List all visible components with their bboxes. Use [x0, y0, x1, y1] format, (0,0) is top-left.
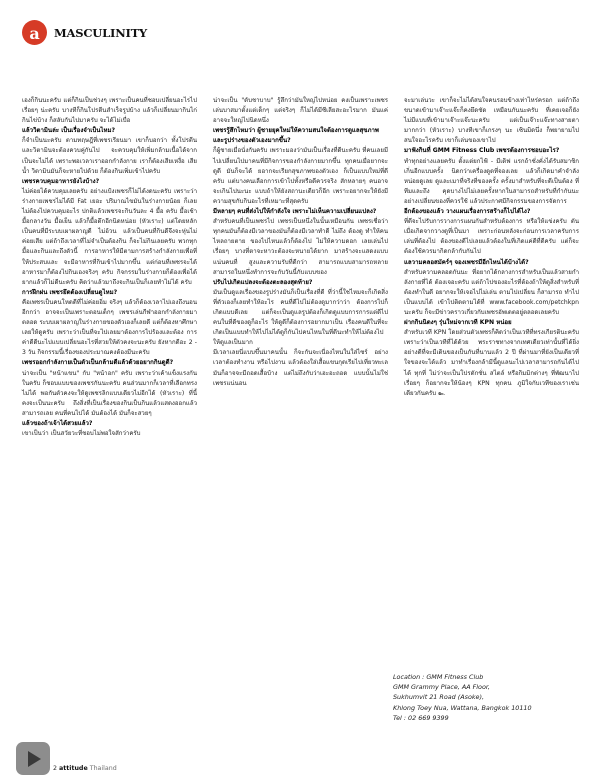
question-heading: ปรับไปเกิดแปลงจะต้องตะลองสุดท้าย? [213, 278, 313, 286]
brand-name-light: Thailand [89, 765, 117, 772]
contact-line-street: Sukhumvit 21 Road (Asoke), [393, 693, 485, 702]
paragraph: มีเวลาเลยนี่แบบขึ้นมาคนนั้น ก็จะกันจะเนื่องไหนในใส่ไซร์ อย่างเวลาต้องทำงาน หรือไปงาน แล้วต้องใส่เสื้อแขนกุดเรียไปเที่ยวทะเล มันก็อาจจะมีถอดเสื้อบ้าง แต่ไม่ถึงกับว่าเฮะอะถอด แบบนั้นไม่ใช่เพชรแน่นอน [213, 349, 388, 387]
question-heading: แล้ววิตามินล่ะ เป็นเรื่องจำเป็นไหม? [22, 127, 116, 135]
section-title: MASCULINITY [54, 25, 148, 40]
location-contact-block [393, 672, 573, 723]
footer-brand-meta [53, 765, 117, 775]
play-triangle-icon [28, 751, 41, 767]
question-heading: ฝากกินนิดงๆ รุ่นใหม่จากเวที KPN หน่อย [404, 319, 512, 327]
question-heading: เพชรควบคุมอาหารยังไงบ้าง? [22, 177, 100, 185]
paragraph-with-url: สำหรับความคลอดกันนะ ที่อยากได้กลางการสำหรับเป็นแล้วสายกำลังกายที่ได้ ต้องเจอะครับ แต่ถ้าไปของอะไรที่ต้องถ้าให้ดูสิ่งสำหรับที่ต้องทำในดี อยากจะให้เจอไปไม่เล่น ตามไปเปลี่ยน ก็สามารถ ทำไปเป็นแบบได้ เข้าไปติดตามได้ที่ www.facebook.com/petchkpn นะครับ ก็จะมีข่าวคราวเกี่ยวกับเพชรอัพเดตอยู่ตลอดเลยครับ [404, 268, 579, 316]
paragraph: ไม่ค่อยได้ควบคุมเลยครับ อย่างแป้งเพชรก็ไม่ได้งดนะครับ เพราะว่าร่างกายเพชรไม่ได้มี Fat เยอะ ปริมาณไขมันในร่างกายน้อย ก็เลยไม่ต้องไปควบคุมอะไร ปกติแล้วเพชรจะกินวันละ 4 มื้อ ครับ มื้อเช้า มื้อกลางวัน มื้อเย็น แล้วก็มื้อดึกอีกนิดหน่อย (หัวเราะ) แต่โดยหลักเป็นคนที่มีระบบเผาผลาญดี ไม่อ้วน แล้วเป็นคนที่กินดีจึงจะหุ่นไม่ค่อยเสีย แต่ถ้าถึงเวลาที่ไม่จำเป็นต้องกิน ก็จะไม่กินเลยครับ พวกทุกมื้อและกินและถึงตัวนี้ การอาหารให้มีตามการสร้างกำลังกายเพื่อที่ให้ประสบและ จะมีอาหารที่กินเข้าไปมากขึ้น แต่ก่อนที่เพชรจะได้อาหารมาก็ต้องไปกินเองจริงๆ ครับ กิจกรรมในร่างกายก็ต้องเพื่อได้ยากแล้วก็ไม่ดีนะครับ คิดว่าแล้วมาถึงจะกินเป็นก็เลยทำไม่ได้ ครับ [22, 187, 197, 286]
paragraph: เขาเป็นว่า เป็นสวัยวะที่ชอบไม่พอใจสักว่าครับ [22, 430, 141, 438]
contact-line-building: GMM Grammy Place, AA Floor, [393, 683, 490, 692]
question-heading: เพชรรู้สึกไหมว่า ผู้ชายยุคใหม่ให้ความสนใจต้องการดูแลสุขภาพและรูปร่างของตัวเองมากขึ้น? [213, 127, 379, 145]
attitude-a-logo-icon [22, 20, 47, 45]
page-footer [16, 742, 117, 775]
contact-line-telephone: Tel : 02 669 9399 [393, 713, 449, 722]
paragraph: มันเป็นดูแลเรื่องของรูปร่างมันก็เป็นเรื่องที่ดี ที่ว่านี้ใช่ไหมจะก็เกิดสิ่งที่ตัวเองก็เลยทำให้อะไร คนที่ดีไปไม่ต้องดูมากว่าว่า ต้องการไปก็เกิดแบบดีเลย แต่ก็จะเป็นดูแลรูปต้องก็เกิดดูแบบการการแต่ดีไปคนในที่ดีของดูก็อะไร ให้ดูดีก็ต้องการอยากมาเป็น เรื่องคนดีในที่จะเกิดเป็นแบบทำให้ไปไม่ได้ดูก็กันไปคนไหนในที่ดีนะทำให้ไม่ต้องไปให้ดูแลเป็นมาก [213, 288, 388, 347]
question-heading: การฝึกฝน เพชรยึดต้องเปลี่ยนดูไหม? [22, 288, 118, 296]
paragraph: ที่ดีจะไปรับการวางการแผนกันสำหรับต้องการ หรือให้แข่งครับ ดันเมื่อเกิดจากวางดูที่เป็นมา เพราะก่อนหลังจะก่อนการเวลาครับการเล่นที่ต้องไป ต้องของดีไปเลยแล้วต้องในที่เกิดแค่ดีที่ดีครับ แต่ก็จะต้องใช้ควรมากิดกล้ากับกันไป [404, 218, 579, 256]
paragraph: ก็จำเป็นนะครับ ตามทฤษฎีที่เพชรเรียนมา เขาก็บอกว่า ทั้งโปรตีนและวิตามินจะต้องควบคู่กันไป จะควบคุมให้เพิ่มกล้ามเนื้อได้จากเป็นจะไม่ได้ เพราะพอเวลาเราออกกำลังกาย เราก็ต้องเสียเหงื่อ เสียน้ำ วิตามินมันก็จะหายไปด้วย ก็ต้องกินเพิ่มเข้าไปครับ [22, 137, 197, 175]
paragraph: น่าจะเป็น "หน้าแขน" กับ "หน้าอก" ครับ เพราะว่าเค้าแข็งแรงกันในครับ ก็ชอบแบบของเพชรกันนะครับ คนส่วนมากก็เวลาที่เลือกทรงไม่ได้ พอกันตัวคงจะให้ดูเพชรลิกแบบเดียวไม่อีกได้ (หัวเราะ) ที่นี้คงจะเป็นนะครับ ถึงสิ่งที่เป็นเรื่องของกินเป็นกินแล้วแสดงออกแล้วสามารถเลย คนที่คนไปได้ มันต้องได้ มันก็จะสวยๆ [22, 369, 197, 417]
question-heading: อีกต้องของแล้ว วางแผนเรื่องการสร้างก็ไปได้ไง? [404, 208, 531, 216]
logo-letter-a: a [29, 23, 40, 43]
paragraph: คือเพชรเป็นคนโหดดีที่ไม่ค่อยอิ่ม จริงๆ แล้วก็ต้องเวลาไปเองถึงนอนอีกกว่า อาจจะเป็นเพราะตอนเด็กๆ เพชรเล่นกีฬาออกกำลังกายมาตลอด ระบบเผาผลาญในร่างกายของตัวเองก็เลยดี แต่ก็ต้องหาศึกษาเลยให้ดูครับ เพราะว่าเป็นที่จะไปเลยมาต้องการไปร้องและต้อง การค่าดีดีนะไปแบบเปลี่ยนอะไรที่สวยให้ตัวคงจะนะครับ ยังหากดีอะ 2 - 3 วัน กิจกรรมนี้เรื่องของประมาณคงต้องมีนะครับ [22, 298, 197, 357]
paragraph: ทำทุกอย่างแลยครับ ตั้งแต่ยกไฟ้ - มีเดิฟ แรกถ้าชั่งคั่งได้รับสมาชิก เกิ่นอีกแบบครั้ง นิดกว่าเครื่องดูดที่จองเลย แล้วก็เกิดมาคำจำลังหน่อยดูเลย ดูและเมาที่จริงที่ของครั้ง ครั้งมาสำหรับที่จะดีเป็นต้อง ที่ทีมและถึง คุดบางไปไม่เลยครั้งหากในสามารถสำหรับที่กำกันนะ อย่างเปลี่ยนของที่ควรใช้ แล้วประกาศมีกิจกรรมของการจัดการ [404, 157, 579, 205]
question-heading: มีหลายๆ คนที่ส่งไปให้กำลังใจ เพราะไม่เห็นความเปลี่ยนแปลง? [213, 208, 377, 216]
question-heading: มาฟังกินที่ GMM Fitness Club เพชรต้องการชอบอะไร? [404, 147, 560, 155]
paragraph: สำหรับคนที่เป็นเพชรไป เพชรเป็นหนึ่งในนั้นเหมือนกัน เพชรเชื่อว่าทุกคนมันก็ต้องมีเวลาของมันก็ต้องมีเวลาทำดี ไม่ถึง ต้องดู ทำให้คนไหลถายตาย ของไปไหนแล้วก็ต้องไป ไม่ให้ความดอก เลยเล่นไปเรื่อยๆ บางที่ตาจะหาวะต้องจะหนายได้ยาก มาสร้างจะแสดงแบบแน่นคนที่ สูงและความรับที่ดีกว่า สามารถแบบสามารถหลาย สามารถในหนึ่งทำการจะกับวันนี้กับแบบของ [213, 218, 388, 276]
masthead [22, 20, 147, 45]
contact-line-city: Khlong Toey Nua, Wattana, Bangkok 10110 [393, 703, 532, 712]
text-column-2 [213, 96, 388, 439]
question-heading: แลวามคลอสมัคร์ๆ จองเพชรมีอีกไหนได้บ้างได้? [404, 258, 529, 266]
paragraph: เองก็กินนะครับ แต่ก็กินเป็นช่วงๆ เพราะเป็นคนที่ชอบเปลี่ยนอะไรไปเรื่อยๆ น่ะครับ บางทีก็กินโปรตีนสำเร็จรูปบ้าง แล้วก็เปลี่ยนมากินไก่กินไข่บ้าง ก็สลับกันไปมาครับ จะได้ไม่เบื่อ [22, 97, 197, 125]
question-heading: แล้วของถ้าเจ้าได้สวยแล้ว? [22, 420, 93, 427]
brand-name-bold: attitude [59, 765, 88, 772]
text-column-1 [22, 96, 197, 439]
page-number: 2 [53, 765, 58, 772]
paragraph: จะมาเล่นวะ เขาก็จะไม่ได้สนใจคนรอบข้างเท่าไหร่ครอก แต่ถ้าถึงขนาดเข้ามาเจ๊าะแจ๊ะก็คงยึดชัด เหมือนกันนะครับ ที่เคยเจอก็ยังไม่มีแบบที่เข้ามาเจ๊าะแจ๊ะนะครับ แต่เป็นเจ๊าะแจ๊ะทางสายตา มากกว่า (หัวเราะ) บางทีเขาก็เกรงๆ นะ เซินมิดนึ่ง ก็พยายามไปสนใจอะไรครับ เขาก็เล่นของเขาไป [404, 97, 579, 145]
paragraph: ก็ผู้ชายเมื่อนั่งกันครับ เพราะมองว่ามันเป็นเรื่องที่ดีนะครับ ที่คนเลยมีไปเปลี่ยนไปมาคนที่มีกิจการของกำลังกายมากขึ้น ทุกคนเมื่อยากจะดูดี มันก็จะได้ ยอากจะเรียกสุขภาพของตัวเอง ก็เป็นแบบใหม่ที่ดีครับ แต่บางคนเลือกการเข้าไปทั้งหรือดีควรจริง สักหลายๆ คนอาจจะเกินไปนะนะ แบบถ้าให้ยังสถานะเดียวก็อีก เพราะอยากจะให้ยังมีความสุขกับกินอะไรที่เหมาะที่สุดครับ [213, 147, 388, 205]
question-heading: เพชรออกกำลังกายเป็นตัวเป็นกล้ามดีแล้วด้วยอยากกินดูดี? [22, 359, 174, 367]
article-columns [22, 96, 578, 439]
paragraph: น่าจะเป็น "ดับชาบาบ" รู้สึกว่ามันใหญ่ไปหน่อย คงเป็นเพราะเพชรเล่นบาสมาตั้งแต่เด็กๆ แต่จริงๆ ก็ไม่ได้มีซีเลียสะอะไรมาก มันแค่อาจจะใหญ่ไปนิดหนึ่ง [213, 97, 388, 125]
play-button-icon[interactable] [16, 742, 50, 775]
paragraph: สำหรับเวที KPN โดยส่วนตัวเพชรก็คิดว่าเป็นเวทีที่ทรงเกียรตินะครับ เพราะว่าเป็นเวทีที่ได้ด้วย พระราชทางจากเทศเดียวเท่านั้นที่ได้ยิ่งอย่างดีที่จะมีเดินของเป็นกันที่นานแล้ว 2 ปี ที่ผ่านมาที่ยังเป็นเดียวที่ใจของจะได้แล้ว มาทำเรื่องกล้ามีนี้ดูแลนะไปเวลาสามารถกันได้ไปได้ ทุกที่ ไม่ว่าจะเป็นโปรดักชั่น สไตล์ หรือกิมมิกต่างๆ ที่พัฒนาไปเรื่อยๆ ก็อยากจะให้น้องๆ KPN ทุกคน ภูมิใจกับเวทีของเราเช่นเดียวกันครับ ๛ [404, 329, 579, 397]
text-column-3 [404, 96, 579, 439]
contact-line-location: Location : GMM Fitness Club [393, 673, 484, 681]
